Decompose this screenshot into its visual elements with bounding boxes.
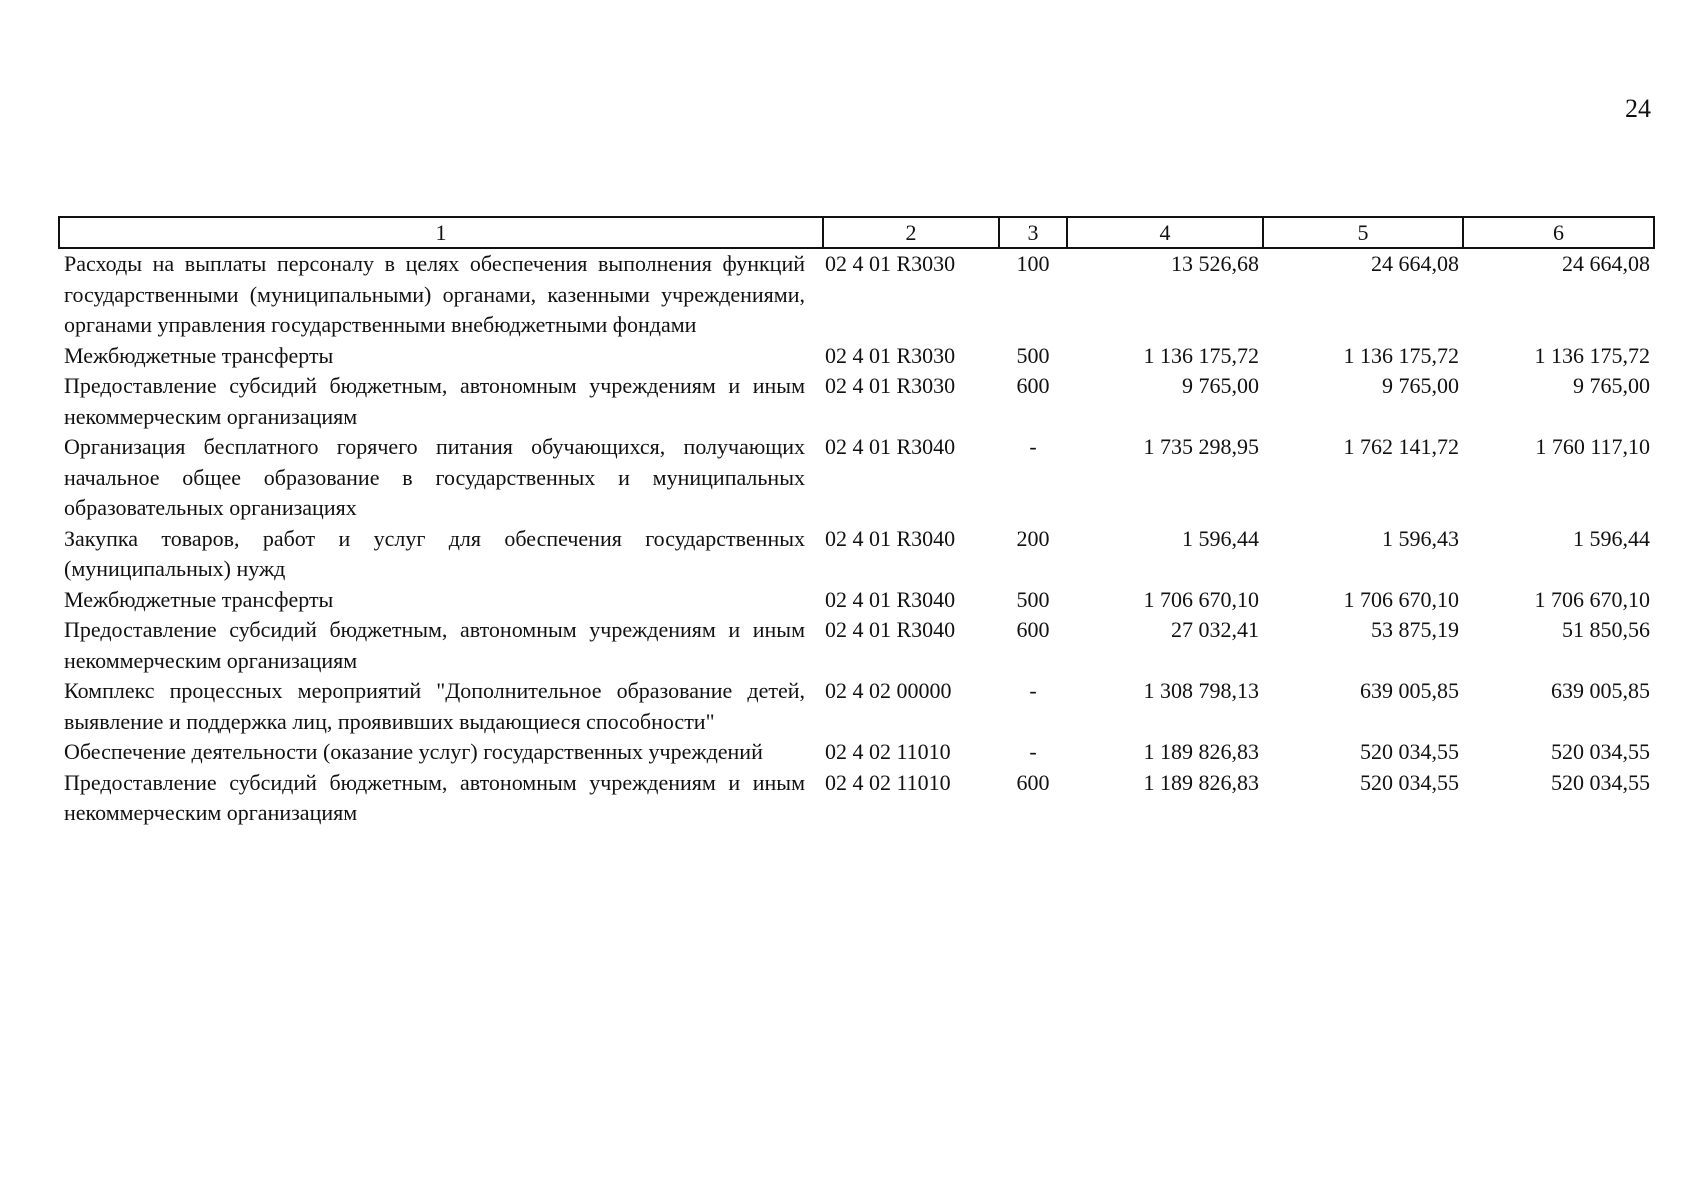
- row-amount-1: 1 596,44: [1182, 525, 1259, 551]
- header-cell-6: 6: [1463, 217, 1654, 248]
- row-amount-1: 9 765,00: [1182, 373, 1259, 398]
- table-row: [59, 585, 1654, 616]
- header-cell-2: 2: [823, 217, 999, 248]
- row-amount-3: 1 136 175,72: [1534, 342, 1650, 368]
- row-name: Закупка товаров, работ и услуг для обеспечения государственных (муниципальных) нужд: [64, 525, 805, 581]
- table-row: [59, 737, 1654, 768]
- row-name: Предоставление субсидий бюджетным, автономным учреждениям и иным некоммерческим организациям: [64, 373, 805, 429]
- row-amount-3: 520 034,55: [1551, 739, 1650, 764]
- row-amount-2: 520 034,55: [1360, 739, 1459, 764]
- table-row: [59, 768, 1654, 829]
- row-amount-1: 1 189 826,83: [1143, 739, 1259, 764]
- table-row: [59, 615, 1654, 676]
- row-amount-3: 639 005,85: [1551, 678, 1650, 703]
- row-expense-type: 600: [1016, 769, 1050, 795]
- row-expense-type: 500: [1016, 586, 1050, 612]
- row-code: 02 4 01 R3030: [825, 373, 956, 398]
- row-expense-type: -: [1029, 678, 1037, 703]
- row-amount-3: 1 760 117,10: [1535, 434, 1650, 459]
- row-amount-2: 1 762 141,72: [1343, 434, 1459, 459]
- row-amount-1: 1 706 670,10: [1143, 586, 1259, 612]
- row-amount-2: 53 875,19: [1371, 617, 1459, 642]
- row-amount-1: 13 526,68: [1171, 251, 1259, 276]
- table-row: [59, 524, 1654, 585]
- row-code: 02 4 01 R3030: [825, 251, 956, 276]
- row-expense-type: 100: [1016, 251, 1050, 276]
- table-header: [59, 217, 1654, 248]
- row-name: Расходы на выплаты персоналу в целях обеспечения выполнения функций государственными (муниципальными) органами, казенными учреждениями, органами управления государственными внебюджетными фондами: [64, 251, 805, 337]
- row-name: Межбюджетные трансферты: [64, 586, 334, 612]
- row-amount-3: 1 706 670,10: [1534, 586, 1650, 612]
- budget-table: [58, 216, 1655, 829]
- row-amount-1: 1 136 175,72: [1143, 342, 1259, 368]
- row-name: Комплекс процессных мероприятий "Дополнительное образование детей, выявление и поддержка лиц, проявивших выдающиеся способности": [64, 678, 805, 734]
- row-expense-type: 200: [1016, 525, 1050, 551]
- row-amount-1: 27 032,41: [1171, 617, 1259, 642]
- page-number: 24: [1625, 94, 1651, 123]
- row-code: 02 4 01 R3040: [825, 586, 956, 612]
- row-amount-3: 9 765,00: [1573, 373, 1650, 398]
- row-amount-3: 1 596,44: [1573, 525, 1650, 551]
- row-expense-type: -: [1029, 739, 1037, 764]
- table-row: [59, 676, 1654, 737]
- header-row: [59, 217, 1654, 248]
- header-cell-1: 1: [59, 217, 823, 248]
- row-amount-1: 1 735 298,95: [1143, 434, 1259, 459]
- row-amount-1: 1 189 826,83: [1143, 769, 1259, 795]
- table-row: [59, 341, 1654, 372]
- header-cell-3: 3: [999, 217, 1067, 248]
- row-amount-3: 51 850,56: [1562, 617, 1650, 642]
- row-code: 02 4 02 11010: [825, 739, 951, 764]
- row-code: 02 4 01 R3040: [825, 434, 956, 459]
- row-code: 02 4 02 00000: [825, 678, 952, 703]
- row-amount-2: 1 596,43: [1382, 525, 1459, 551]
- table-body: [59, 248, 1654, 829]
- row-amount-1: 1 308 798,13: [1143, 678, 1259, 703]
- row-name: Предоставление субсидий бюджетным, автономным учреждениям и иным некоммерческим организациям: [64, 617, 805, 673]
- header-cell-4: 4: [1067, 217, 1263, 248]
- row-amount-2: 520 034,55: [1360, 769, 1459, 795]
- row-code: 02 4 01 R3030: [825, 342, 956, 368]
- header-cell-5: 5: [1263, 217, 1463, 248]
- row-name: Обеспечение деятельности (оказание услуг) государственных учреждений: [64, 739, 763, 764]
- row-amount-2: 1 706 670,10: [1343, 586, 1459, 612]
- row-name: Организация бесплатного горячего питания обучающихся, получающих начальное общее образование в государственных и муниципальных образовательных организациях: [64, 434, 805, 520]
- row-expense-type: 500: [1016, 342, 1050, 368]
- row-code: 02 4 02 11010: [825, 769, 951, 795]
- row-amount-2: 639 005,85: [1360, 678, 1459, 703]
- row-code: 02 4 01 R3040: [825, 617, 956, 642]
- row-expense-type: 600: [1016, 373, 1050, 398]
- row-amount-2: 24 664,08: [1371, 251, 1459, 276]
- row-name: Предоставление субсидий бюджетным, автономным учреждениям и иным некоммерческим организациям: [64, 769, 805, 825]
- row-amount-3: 520 034,55: [1551, 769, 1650, 795]
- row-expense-type: -: [1029, 434, 1037, 459]
- row-name: Межбюджетные трансферты: [64, 342, 334, 368]
- row-code: 02 4 01 R3040: [825, 525, 956, 551]
- row-amount-3: 24 664,08: [1562, 251, 1650, 276]
- table-row: [59, 371, 1654, 432]
- row-amount-2: 9 765,00: [1382, 373, 1459, 398]
- row-expense-type: 600: [1016, 617, 1050, 642]
- row-amount-2: 1 136 175,72: [1343, 342, 1459, 368]
- table-row: [59, 432, 1654, 524]
- table-row: [59, 248, 1654, 341]
